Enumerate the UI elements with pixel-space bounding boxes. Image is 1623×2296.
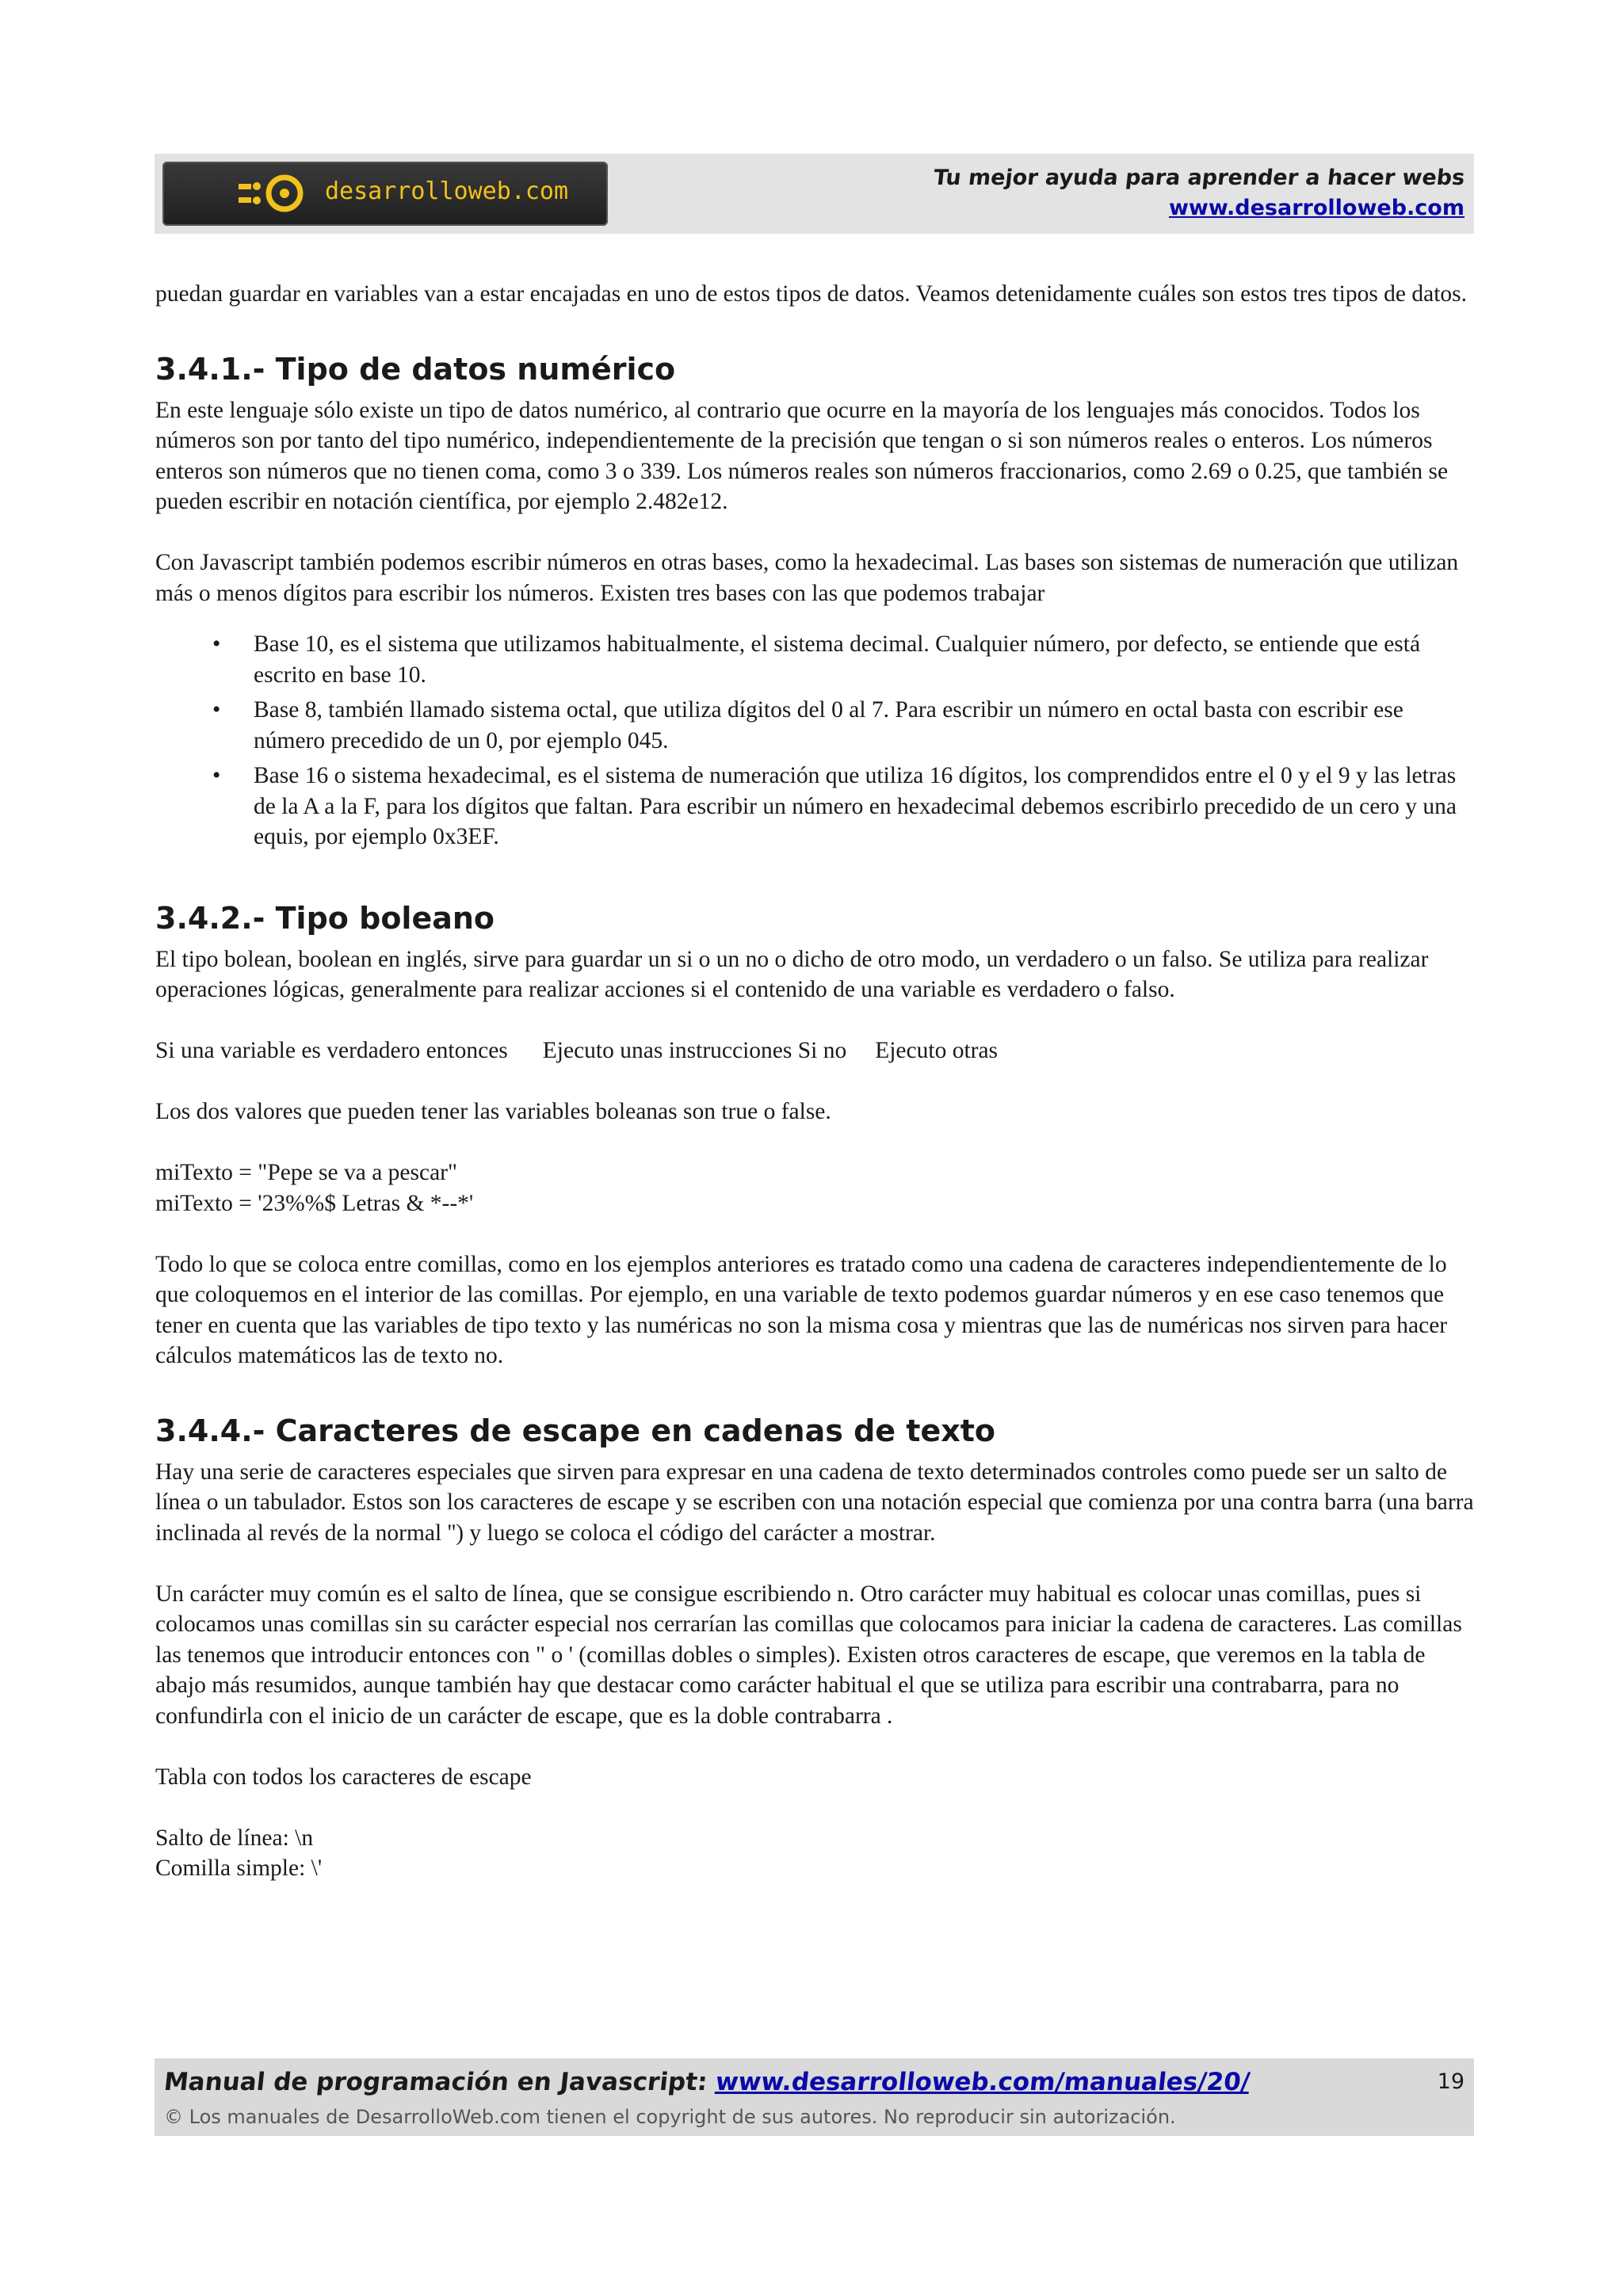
boolean-example-row	[155, 1035, 1475, 1066]
boolean-row-part-1: Si una variable es verdadero entonces	[155, 1038, 508, 1063]
boolean-paragraph-2: Los dos valores que pueden tener las variables boleanas son true o false.	[155, 1099, 831, 1124]
heading-escape: 3.4.4.- Caracteres de escape en cadenas de texto	[155, 1413, 995, 1448]
list-item: • Base 10, es el sistema que utilizamos habitualmente, el sistema decimal. Cualquier número, por defecto, se entiende que está escrito en base 10.	[254, 629, 1475, 690]
header-site-link[interactable]: www.desarrolloweb.com	[1168, 196, 1465, 220]
footer-manual	[162, 2068, 1251, 2096]
code-line-2: miTexto = '23%%$ Letras & *--*'	[155, 1190, 474, 1216]
list-item: • Base 16 o sistema hexadecimal, es el sistema de numeración que utiliza 16 dígitos, los comprendidos entre el 0 y el 9 y las letras de la A a la F, para los dígitos que faltan. Para escribir un número en hexadecimal debemos escribirlo precedido de un cero y una equis, por ejemplo 0x3EF.	[254, 761, 1475, 852]
boolean-row-part-3: Ejecuto otras	[875, 1038, 999, 1063]
boolean-paragraph-3: Todo lo que se coloca entre comillas, como en los ejemplos anteriores es tratado como una cadena de caracteres independientemente de lo que coloquemos en el interior de las comillas. Por ejemplo, en una variable de texto podemos guardar números y en ese caso tenemos que tener en cuenta que las variables de tipo texto y las numéricas no son la misma cosa y mientras que las de numéricas nos sirven para hacer cálculos matemáticos las de texto no.	[155, 1251, 1448, 1368]
boolean-paragraph-1: El tipo bolean, boolean en inglés, sirve para guardar un si o un no o dicho de otro modo, un verdadero o un falso. Se utiliza para realizar operaciones lógicas, generalmente para realizar acciones si el contenido de una variable es verdadero o falso.	[155, 946, 1429, 1002]
page-content	[155, 279, 1475, 1884]
header-tagline: Tu mejor ayuda para aprender a hacer webs	[932, 166, 1466, 190]
list-item: • Base 8, también llamado sistema octal, que utiliza dígitos del 0 al 7. Para escribir un número en octal basta con escribir ese número precedido de un 0, por ejemplo 045.	[254, 695, 1475, 756]
code-line-1: miTexto = "Pepe se va a pescar"	[155, 1160, 458, 1185]
bullet: •	[212, 697, 221, 723]
escape-line-1: Salto de línea: \n	[155, 1825, 314, 1851]
page-header	[155, 154, 1474, 234]
numeric-paragraph-1: En este lenguaje sólo existe un tipo de datos numérico, al contrario que ocurre en la mayoría de los lenguajes más conocidos. Todos los números son por tanto del tipo numérico, independientemente de la precisión que tengan o si son números reales o enteros. Los números enteros son números que no tienen coma, como 3 o 339. Los números reales son números fraccionarios, como 2.69 o 0.25, que también se pueden escribir en notación científica, por ejemplo 2.482e12.	[155, 397, 1449, 514]
heading-numeric: 3.4.1.- Tipo de datos numérico	[155, 351, 676, 387]
numeric-paragraph-2: Con Javascript también podemos escribir números en otras bases, como la hexadecimal. Las bases son sistemas de numeración que utilizan más o menos dígitos para escribir los números. Existen tres bases con las que podemos trabajar	[155, 550, 1459, 606]
logo-mark-icon	[235, 173, 323, 215]
heading-boolean: 3.4.2.- Tipo boleano	[155, 900, 495, 936]
escape-line-2: Comilla simple: \'	[155, 1855, 323, 1881]
escape-paragraph-2: Un carácter muy común es el salto de línea, que se consigue escribiendo n. Otro carácter muy habitual es colocar unas comillas, pues si colocamos unas comillas sin su carácter especial nos cerrarían las comillas que colocamos para iniciar la cadena de caracteres. Las comillas las tenemos que introducir entonces con " o ' (comillas dobles o simples). Existen otros caracteres de escape, que veremos en la tabla de abajo más resumidos, aunque también hay que destacar como carácter habitual el que se utiliza para escribir una contrabarra, para no confundirla con el inicio de un carácter de escape, que es la doble contrabarra .	[155, 1581, 1462, 1729]
escape-paragraph-1: Hay una serie de caracteres especiales que sirven para expresar en una cadena de texto determinados controles como puede ser un salto de línea o un tabulador. Estos son los caracteres de escape y se escriben con una notación especial que comienza por una contra barra (una barra inclinada al revés de la normal '') y luego se coloca el código del carácter a mostrar.	[155, 1459, 1474, 1546]
escape-paragraph-3: Tabla con todos los caracteres de escape	[155, 1764, 532, 1790]
logo-text: desarrolloweb.com	[325, 177, 569, 205]
header-right	[934, 163, 1465, 223]
bases-list	[155, 629, 1475, 852]
page-footer	[155, 2058, 1474, 2136]
page-number: 19	[1437, 2069, 1465, 2094]
intro-paragraph: puedan guardar en variables van a estar encajadas en uno de estos tipos de datos. Veamos detenidamente cuáles son estos tres tipos de datos.	[155, 281, 1468, 307]
boolean-row-part-2: Ejecuto unas instrucciones Si no	[542, 1038, 847, 1063]
footer-manual-label: Manual de programación en Javascript:	[162, 2068, 709, 2096]
bullet: •	[212, 631, 221, 657]
site-logo[interactable]	[162, 162, 608, 226]
footer-manual-link[interactable]: www.desarrolloweb.com/manuales/20/	[714, 2068, 1251, 2096]
footer-copyright: © Los manuales de DesarrolloWeb.com tienen el copyright de sus autores. No reproducir sin autorización.	[164, 2106, 1176, 2128]
bullet: •	[212, 763, 221, 788]
